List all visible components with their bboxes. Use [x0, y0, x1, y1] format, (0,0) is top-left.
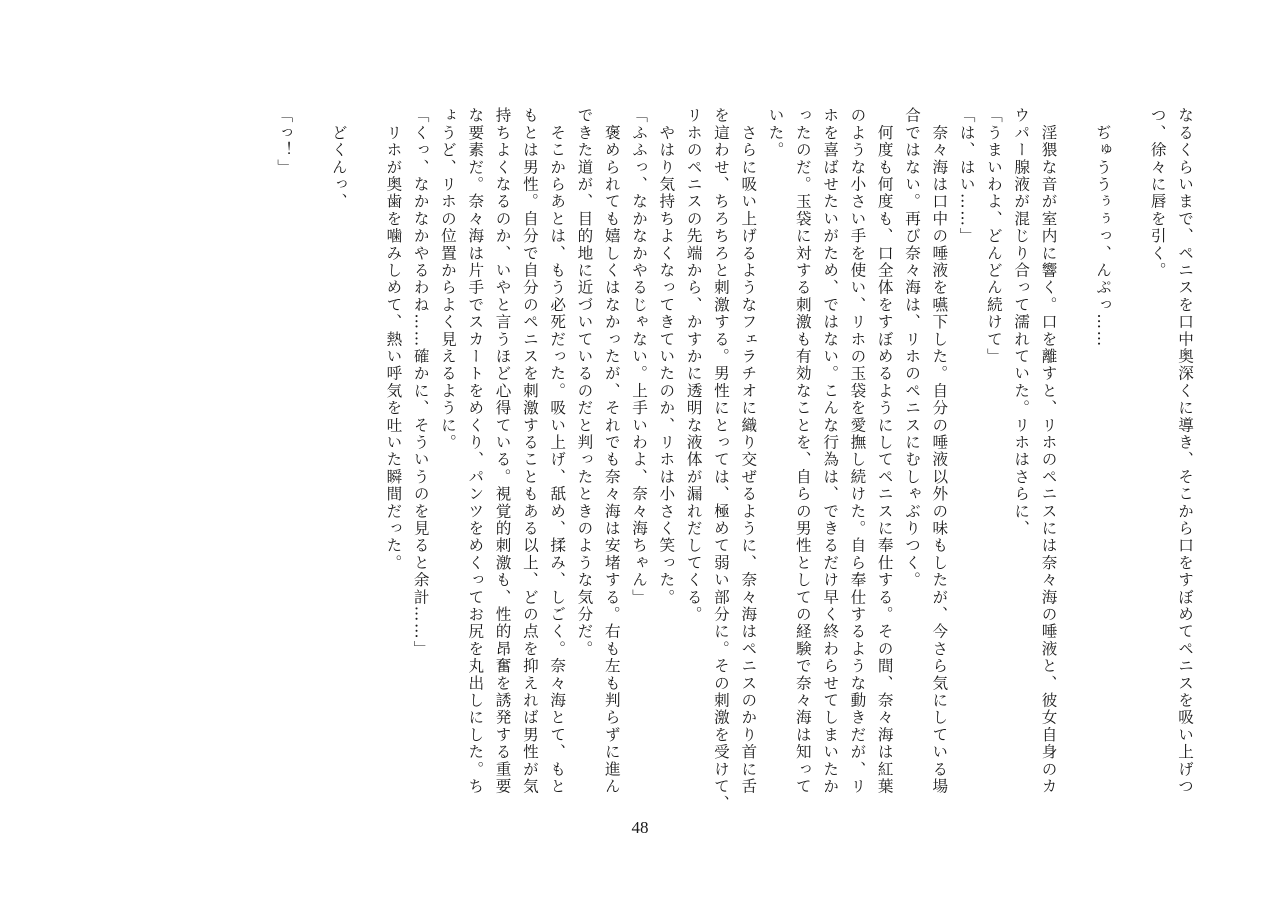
- text-line: 奈々海は口中の唾液を嚥下した。自分の唾液以外の味もしたが、今さら気にしている場: [930, 107, 949, 795]
- text-line: いた。: [766, 107, 785, 159]
- text-line: 「は、はい……」: [957, 107, 976, 245]
- text-line: ょうど、リホの位置からよく見えるように。: [438, 107, 457, 451]
- text-line: 「くっ、なかなかやるわね……確かに、そういうのを見ると余計……」: [411, 107, 430, 658]
- text-line: リホのペニスの先端から、かすかに透明な液体が漏れだしてくる。: [684, 107, 703, 623]
- text-line: どくんっ、: [329, 107, 348, 211]
- blank-line: [1062, 107, 1089, 827]
- text-line: ぢゅううぅぅっ、んぷっ……: [1094, 107, 1113, 348]
- text-line: 淫猥な音が室内に響く。口を離すと、リホのペニスには奈々海の唾液と、彼女自身のカ: [1039, 107, 1058, 795]
- text-line: 「うまいわよ、どんどん続けて」: [984, 107, 1003, 365]
- blank-line: [1116, 107, 1143, 827]
- text-line: そこからあとは、もう必死だった。吸い上げ、舐め、揉み、しごく。奈々海とて、もと: [548, 107, 567, 795]
- text-line: できた道が、目的地に近づいているのだと判ったときのような気分だ。: [575, 107, 594, 658]
- text-line: つ、徐々に唇を引く。: [1148, 107, 1167, 279]
- text-line: なるくらいまで、ペニスを口中奥深くに導き、そこから口をすぼめてペニスを吸い上げつ: [1176, 107, 1194, 795]
- text-line: 「ふふっ、なかなかやるじゃない。上手いわよ、奈々海ちゃん」: [630, 107, 649, 606]
- text-line: 持ちよくなるのか、いやと言うほど心得ている。視覚的刺激も、性的昂奮を誘発する重要: [493, 107, 512, 795]
- text-line: 合ではない。再び奈々海は、リホのペニスにむしゃぶりつく。: [903, 107, 922, 589]
- text-line: を這わせ、ちろちろと刺激する。男性にとっては、極めて弱い部分に。その刺激を受けて、: [711, 107, 730, 813]
- text-line: もとは男性。自分で自分のペニスを刺激することもある以上、どの点を抑えれば男性が気: [520, 107, 539, 795]
- text-line: 何度も何度も、口全体をすぼめるようにしてペニスに奉仕する。その間、奈々海は紅葉: [875, 107, 894, 795]
- text-line: ったのだ。玉袋に対する刺激も有効なことを、自らの男性としての経験で奈々海は知って: [793, 107, 812, 795]
- text-line: な要素だ。奈々海は片手でスカートをめくり、パンツをめくってお尻を丸出しにした。ち: [466, 107, 485, 795]
- vertical-text-body: [270, 107, 1198, 827]
- blank-line: [297, 107, 324, 827]
- text-line: リホが奥歯を噛みしめて、熱い呼気を吐いた瞬間だった。: [384, 107, 403, 572]
- text-line: やはり気持ちよくなってきていたのか、リホは小さく笑った。: [657, 107, 676, 606]
- page-number: 48: [631, 818, 649, 837]
- blank-line: [352, 107, 379, 827]
- text-line: のような小さい手を使い、リホの玉袋を愛撫し続けた。自ら奉仕するような動きだが、リ: [848, 107, 867, 795]
- text-line: ウパー腺液が混じり合って濡れていた。リホはさらに、: [1012, 107, 1031, 537]
- text-line: 「っ！」: [275, 107, 294, 176]
- text-line: ホを喜ばせたいがため、ではない。こんな行為は、できるだけ早く終わらせてしまいたか: [821, 107, 840, 795]
- text-line: さらに吸い上げるようなフェラチオに織り交ぜるように、奈々海はペニスのかり首に舌: [739, 107, 758, 795]
- text-line: 褒められても嬉しくはなかったが、それでも奈々海は安堵する。右も左も判らずに進ん: [602, 107, 621, 795]
